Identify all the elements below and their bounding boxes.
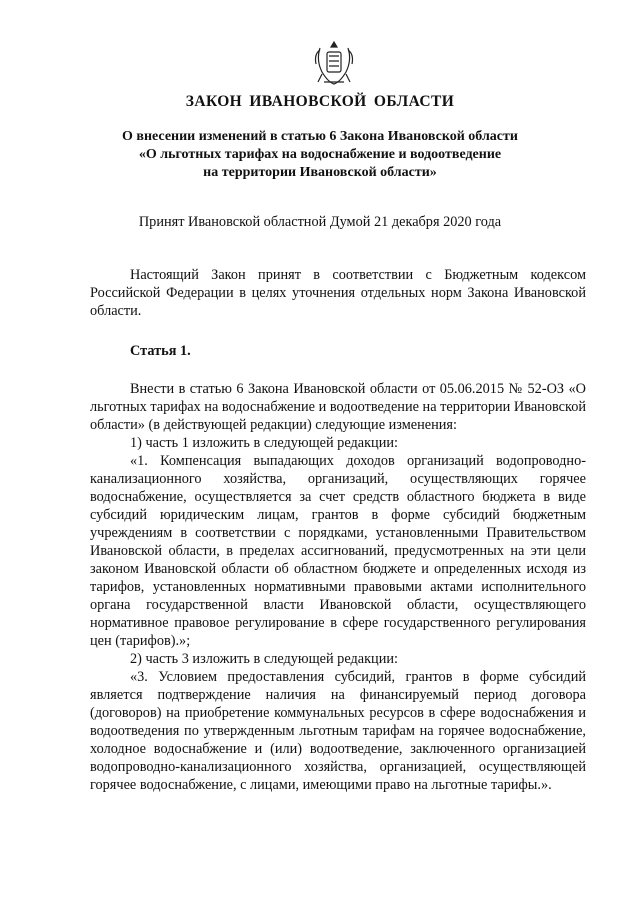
body-paragraph: «3. Условием предоставления субсидий, грантов в форме субсидий является подтверждение наличия на финансируемый период договора (договоров) на приобретение коммунальных ресурсов в сфере водоснабжения и водоотведения по утвержденным льготным тарифам на горячее водоснабжение, холодное водоснабжение и (или) водоотведение, заключенного организацией водопроводно-канализационного хозяйства, организацией, осуществляющей горячее водоснабжение, с лицами, имеющими право на льготные тарифы.». bbox=[90, 669, 586, 793]
body-paragraph: «1. Компенсация выпадающих доходов организаций водопроводно-канализационного хозяйства, организаций, осуществляющих горячее водоснабжение, осуществляется за счет средств областного бюджета в виде субсидий юридическим лицам, грантов в форме субсидий бюджетным учреждениям в соответствии с порядками, установленными Правительством Ивановской области, в пределах ассигнований, предусмотренных на эти цели законом Ивановской области об областном бюджете и определенных исходя из тарифов, установленных нормативными правовыми актами исполнительного органа государственной власти Ивановской области, осуществляющего нормативное правовое регулирование в сфере государственного регулирования цен (тарифов).»; bbox=[90, 453, 586, 649]
subtitle-line: «О льготных тарифах на водоснабжение и водоотведение bbox=[138, 147, 502, 162]
article-heading: Статья 1. bbox=[130, 343, 191, 359]
law-subtitle bbox=[0, 128, 640, 182]
coat-of-arms-icon bbox=[312, 38, 356, 88]
law-title: ЗАКОН ИВАНОВСКОЙ ОБЛАСТИ bbox=[185, 93, 455, 110]
adoption-date: Принят Ивановской областной Думой 21 декабря 2020 года bbox=[138, 214, 502, 230]
document-body bbox=[90, 266, 586, 794]
intro-paragraph: Настоящий Закон принят в соответствии с Бюджетным кодексом Российской Федерации в целях уточнения отдельных норм Закона Ивановской области. bbox=[90, 267, 586, 319]
body-paragraph: Внести в статью 6 Закона Ивановской области от 05.06.2015 № 52-ОЗ «О льготных тарифах на водоснабжение и водоотведение на территории Ивановской области» (в действующей редакции) следующие изменения: bbox=[90, 381, 586, 433]
body-paragraph: 2) часть 3 изложить в следующей редакции: bbox=[130, 651, 398, 667]
subtitle-line: О внесении изменений в статью 6 Закона Ивановской области bbox=[122, 129, 518, 144]
subtitle-line: на территории Ивановской области» bbox=[203, 165, 437, 180]
body-paragraph: 1) часть 1 изложить в следующей редакции: bbox=[130, 435, 398, 451]
